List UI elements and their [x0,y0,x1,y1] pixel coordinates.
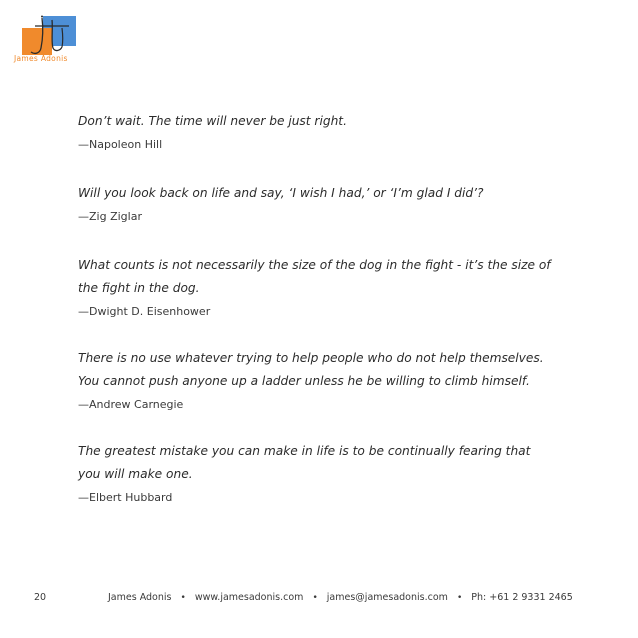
quote-text [78,440,578,486]
separator-bullet: • [180,593,186,603]
footer-website-link[interactable]: www.jamesadonis.com [194,592,304,603]
quote-block [78,254,578,320]
quote-text [78,254,578,300]
footer-contact [108,592,573,603]
quote-line: Will you look back on life and say, ‘I wish I had,’ or ‘I’m glad I did’? [78,186,484,200]
quote-block [78,182,578,225]
quote-text [78,110,578,133]
quote-author: —Napoleon Hill [78,138,163,151]
quote-line: What counts is not necessarily the size of the dog in the fight - it’s the size of [78,258,551,272]
quote-line: Don’t wait. The time will never be just right. [78,114,347,128]
page-number: 20 [34,592,47,603]
quote-line: The greatest mistake you can make in life is to be continually fearing that [78,444,531,458]
quote-line: you will make one. [78,467,193,481]
quote-author: —Zig Ziglar [78,210,142,223]
quote-line: There is no use whatever trying to help people who do not help themselves. [78,351,544,365]
footer-email-link[interactable]: james@jamesadonis.com [326,592,448,603]
quote-block [78,110,578,153]
quote-block [78,440,578,506]
monogram-icon [22,14,76,58]
quote-line: the fight in the dog. [78,281,200,295]
footer-name: James Adonis [108,592,172,603]
logo-name: James Adonis [14,54,68,63]
quote-author: —Elbert Hubbard [78,491,173,504]
quote-block [78,347,578,413]
quote-author: —Dwight D. Eisenhower [78,305,211,318]
quote-author: —Andrew Carnegie [78,398,184,411]
logo [14,14,78,66]
quote-text [78,347,578,393]
footer-phone: Ph: +61 2 9331 2465 [471,592,573,603]
quote-text [78,182,578,205]
separator-bullet: • [312,593,318,603]
separator-bullet: • [456,593,463,603]
quote-line: You cannot push anyone up a ladder unless he be willing to climb himself. [78,374,530,388]
